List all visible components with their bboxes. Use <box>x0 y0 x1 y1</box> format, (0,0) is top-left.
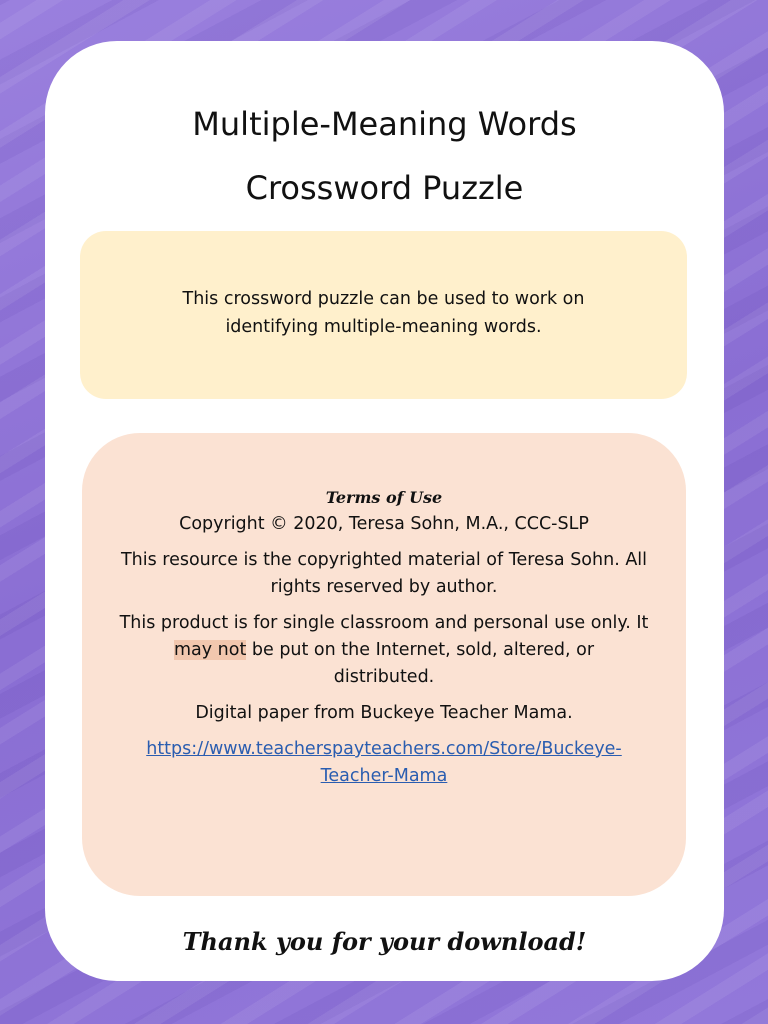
store-link-line-1[interactable]: https://www.teacherspayteachers.com/Store/Buckeye- <box>146 739 622 759</box>
product-line-2-rest: be put on the Internet, sold, altered, or <box>246 640 595 660</box>
title-line-2: Crossword Puzzle <box>245 169 524 207</box>
store-link-line-2[interactable]: Teacher-Mama <box>320 766 448 786</box>
resource-line-1: This resource is the copyrighted material of Teresa Sohn. All <box>120 550 648 570</box>
title-line-1: Multiple-Meaning Words <box>192 105 577 143</box>
intro-box <box>80 231 687 399</box>
product-line-1: This product is for single classroom and personal use only. It <box>119 613 649 633</box>
intro-line-2: identifying multiple-meaning words. <box>225 317 542 337</box>
product-line-3: distributed. <box>333 667 435 687</box>
copyright-text <box>82 511 686 538</box>
product-line-2 <box>82 637 686 664</box>
terms-content <box>82 485 686 799</box>
resource-line-2: rights reserved by author. <box>270 577 498 597</box>
intro-text <box>80 285 687 341</box>
terms-of-use-box <box>82 433 686 896</box>
may-not-highlight: may not <box>173 640 247 660</box>
copyright-line: Copyright © 2020, Teresa Sohn, M.A., CCC-SLP <box>179 514 589 534</box>
page-title <box>45 92 724 220</box>
terms-heading: Terms of Use <box>325 488 443 507</box>
paper-credit: Digital paper from Buckeye Teacher Mama. <box>195 703 573 723</box>
intro-line-1: This crossword puzzle can be used to work on <box>182 289 585 309</box>
paper-credit-text <box>82 700 686 727</box>
thank-you-text: Thank you for your download! <box>182 927 587 956</box>
